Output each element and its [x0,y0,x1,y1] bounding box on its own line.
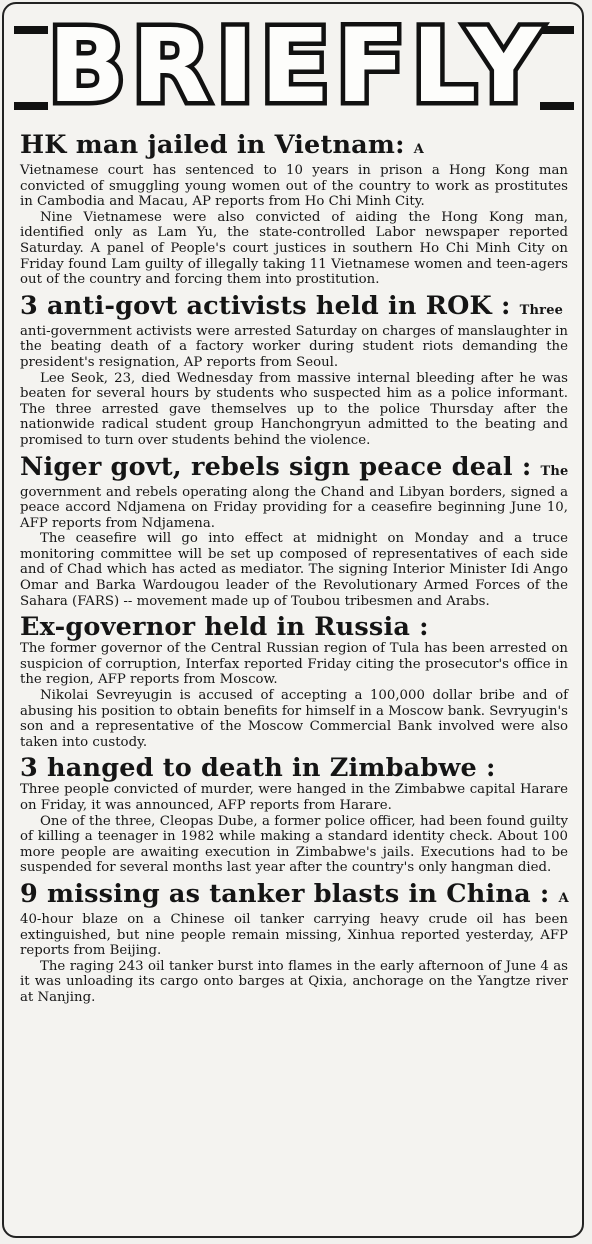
brief-headline: Ex-governor held in Russia : [20,612,429,643]
brief-paragraph: The former governor of the Central Russian region of Tula has been arrested on suspicion of corruption, Interfax reported Friday citing the prosecutor's office in the region, AFP reports from Moscow. [20,641,568,688]
brief-headline: HK man jailed in Vietnam: [20,130,405,160]
brief-paragraph: anti-government activists were arrested Saturday on charges of manslaughter in the beating death of a factory worker during student riots demanding the president's resignation, AP reports from Seoul. [20,323,568,370]
brief-lead-word: The [540,463,569,479]
masthead-title: BRIEFLY [48,7,547,126]
brief-headline-line [20,753,568,784]
brief-paragraph: Nikolai Sevreyugin is accused of accepting a 100,000 dollar bribe and of abusing his position to obtain benefits for himself in a Moscow bank. Sevryugin's son and a representative of the Moscow Commercial Bank involved were also taken into custody. [20,688,568,750]
brief-paragraph: The ceasefire will go into effect at midnight on Monday and a truce monitoring committee will be set up composed of representatives of each side and of Chad which has acted as mediator. The signing Interior Minister Idi Ango Omar and Barka Wardougou leader of the Revolutionary Armed Forces of the Sahara (FARS) -- movement made up of Toubou tribesmen and Arabs. [20,531,568,609]
brief-paragraph: Lee Seok, 23, died Wednesday from massive internal bleeding after he was beaten for several hours by students who suspected him as a police informant. The three arrested gave themselves up to the police Thursday after the nationwide radical student group Hanchongryun admitted to the beating and promised to turn over students behind the violence. [20,370,568,448]
news-brief [20,130,568,288]
brief-headline-line [20,879,568,914]
brief-paragraph: government and rebels operating along the Chand and Libyan borders, signed a peace accord Ndjamena on Friday providing for a ceasefire beginning June 10, AFP reports from Ndjamena. [20,484,568,531]
brief-headline: 3 hanged to death in Zimbabwe : [20,753,496,784]
brief-paragraph: Three people convicted of murder, were hanged in the Zimbabwe capital Harare on Friday, it was announced, AFP reports from Harare. [20,782,568,813]
brief-paragraph: Vietnamese court has sentenced to 10 years in prison a Hong Kong man convicted of smuggling young women out of the country to work as prostitutes in Cambodia and Macau, AP reports from Ho Chi Minh City. [20,163,568,210]
brief-headline-line [20,291,568,326]
brief-paragraph: One of the three, Cleopas Dube, a former police officer, had been found guilty of killing a teenager in 1982 while making a standard identity check. About 100 more people are awaiting execution in Zimbabwe's jails. Executions had to be suspended for several months last year after the country's only hangman died. [20,813,568,876]
brief-headline-line [20,612,568,643]
news-brief [20,612,568,750]
brief-lead-word: Three [519,302,564,318]
brief-paragraph: The raging 243 oil tanker burst into flames in the early afternoon of June 4 as it was unloading its cargo onto barges at Qixia, anchorage on the Yangtze river at Nanjing. [20,958,568,1005]
brief-paragraph: 40-hour blaze on a Chinese oil tanker carrying heavy crude oil has been extinguished, but nine people remain missing, Xinhua reported yesterday, AFP reports from Beijing. [20,911,568,959]
brief-headline-line [20,130,568,165]
news-brief [20,753,568,876]
news-clipping [2,2,584,1238]
brief-lead-word: A [413,142,425,157]
brief-headline: Niger govt, rebels sign peace deal : [20,451,532,482]
brief-paragraph: Nine Vietnamese were also convicted of aiding the Hong Kong man, identified only as Lam Yu, the state-controlled Labor newspaper reported Saturday. A panel of People's court justices in southern Ho Chi Minh City on Friday found Lam guilty of illegally taking 11 Vietnamese women and teen-agers out of the country and forcing them into prostitution. [20,209,568,288]
brief-headline: 9 missing as tanker blasts in China : [20,878,550,909]
news-brief [20,879,568,1006]
briefs-column [20,130,568,1006]
masthead [14,8,574,126]
brief-headline-line [20,452,568,487]
brief-lead-word: A [558,890,569,906]
news-brief [20,452,568,610]
brief-headline: 3 anti-govt activists held in ROK : [20,290,511,321]
news-brief [20,291,568,449]
